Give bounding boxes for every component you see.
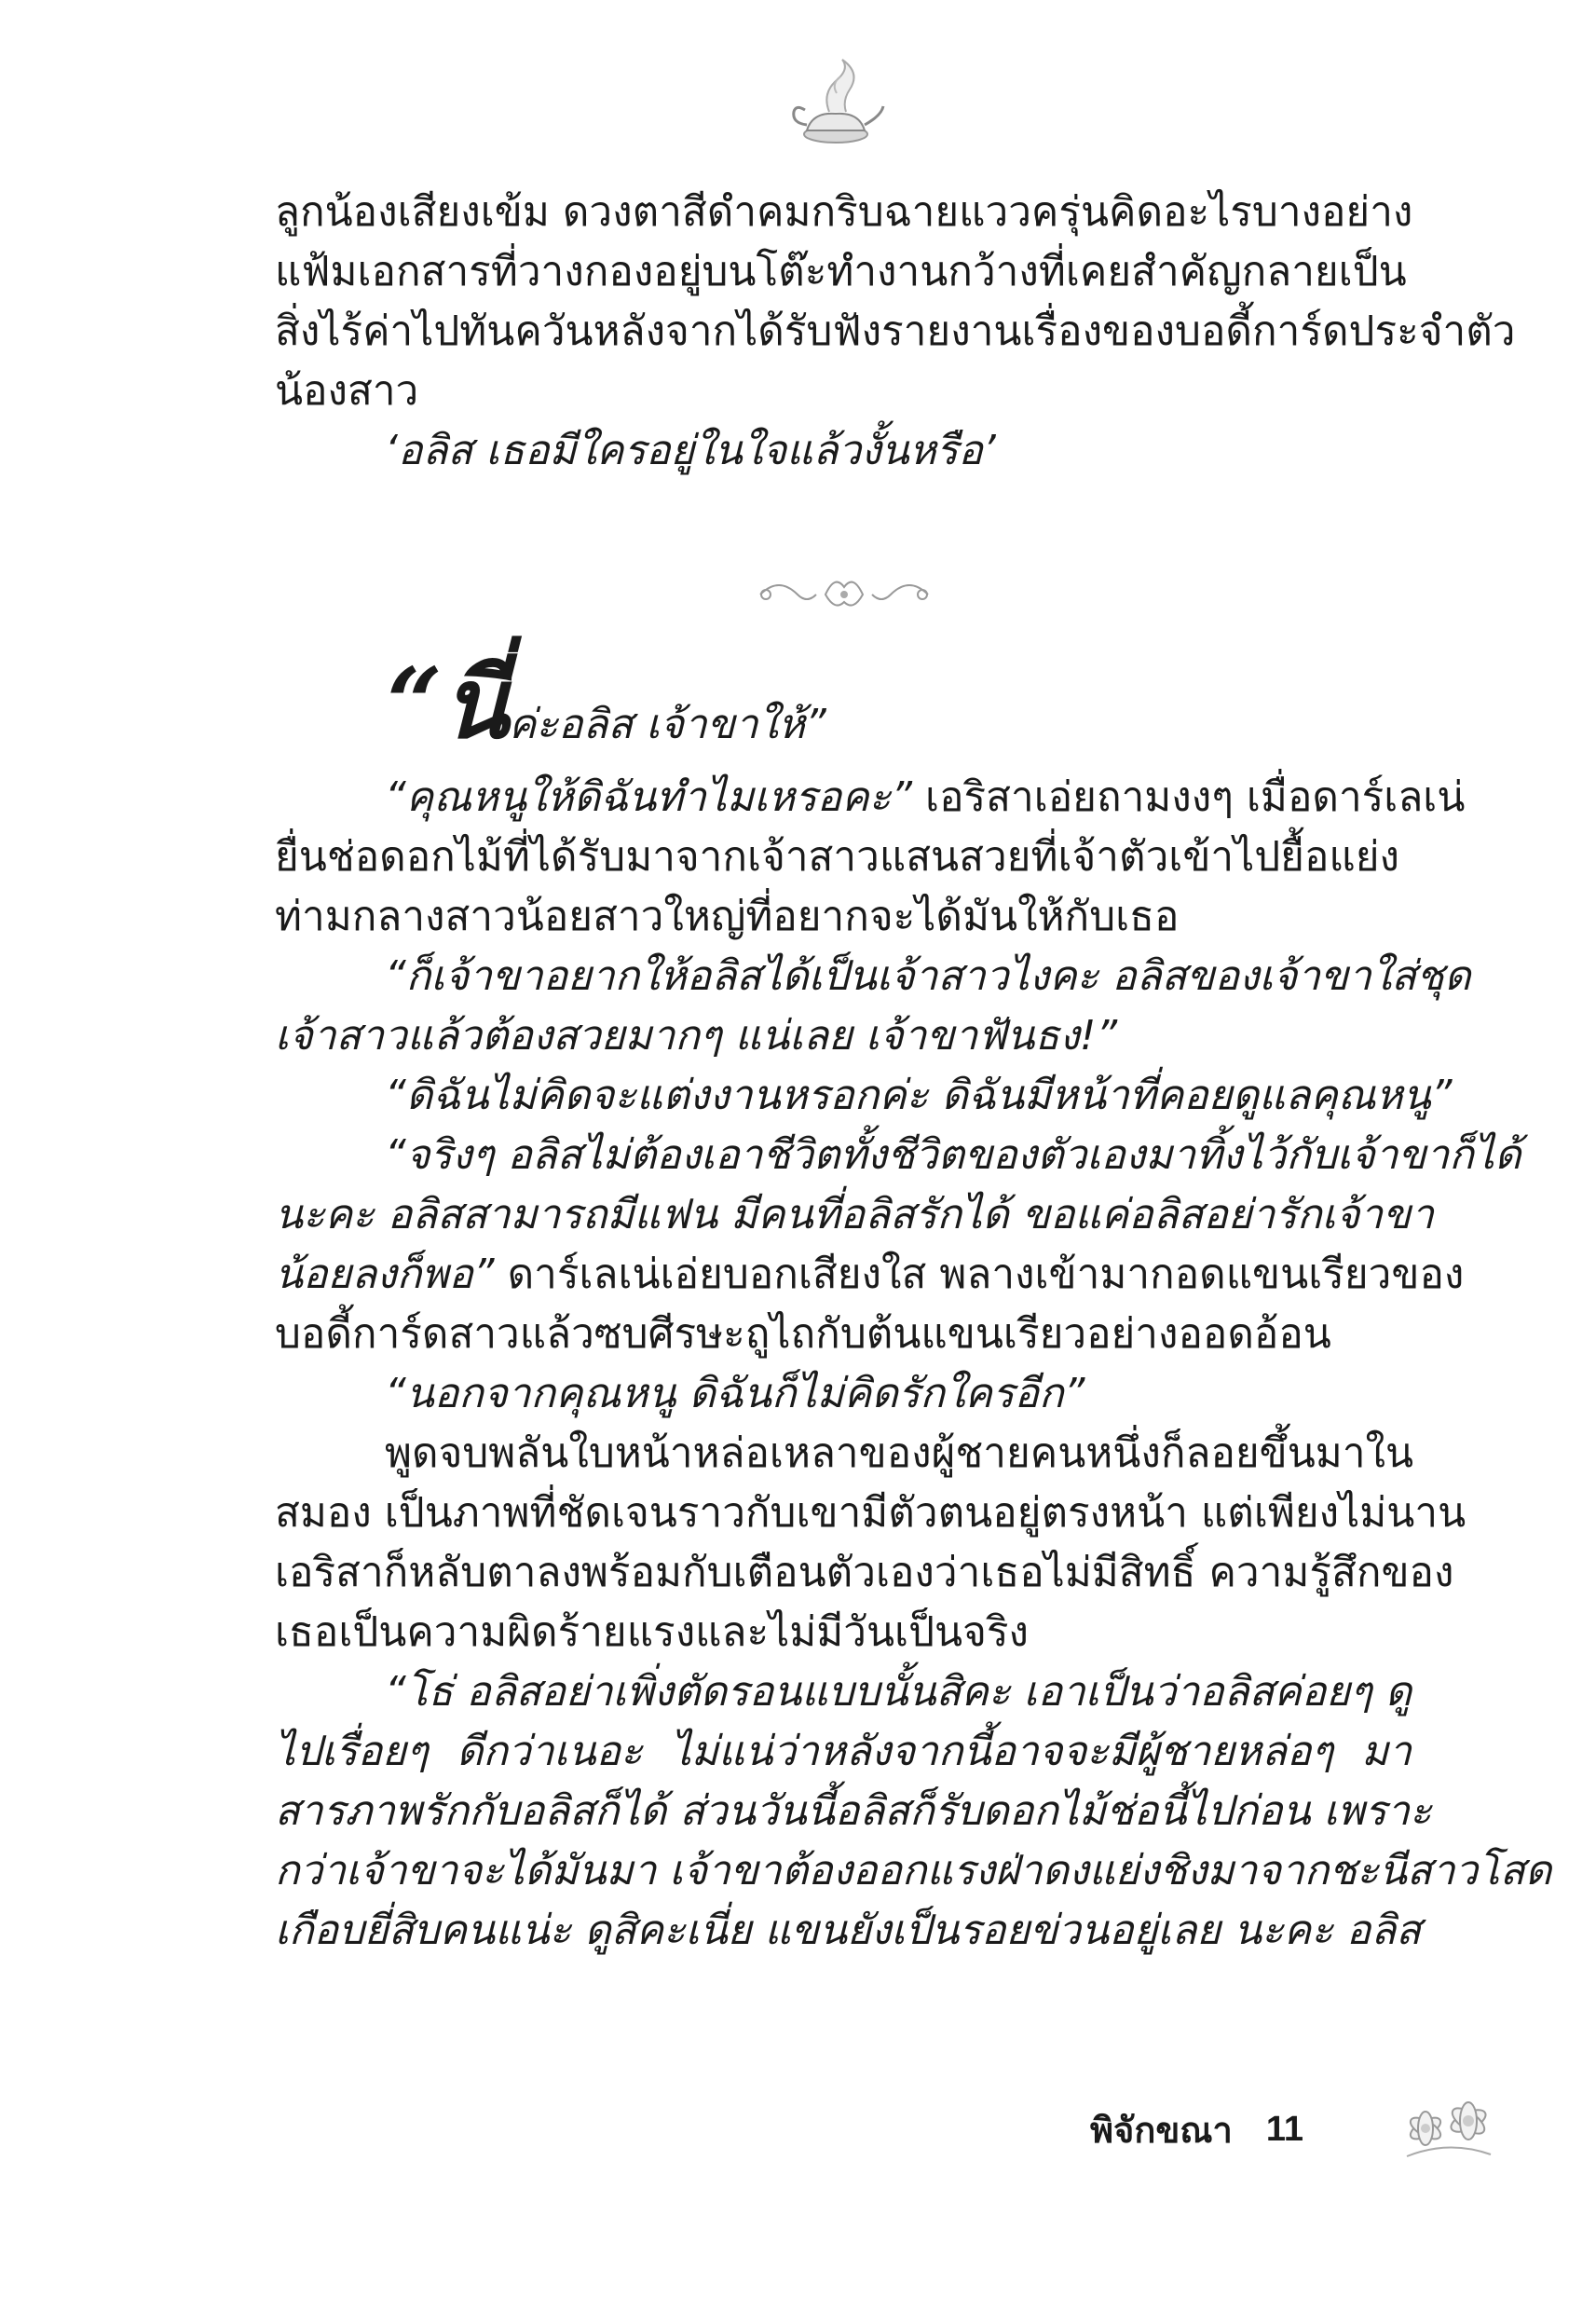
page-number: 11 [1265, 2109, 1304, 2149]
chapter-opening-line [387, 646, 826, 760]
dialogue-line: “โธ่ อลิสอย่าเพิ่งตัดรอนแบบนั้นสิคะ เอาเป็นว่าอลิสค่อยๆ ดู [385, 1668, 1412, 1716]
book-title: พิจักขณา [1090, 2111, 1233, 2151]
dialogue-line: เกือบยี่สิบคนแน่ะ ดูสิคะเนี่ย แขนยังเป็นรอยข่วนอยู่เลย นะคะ อลิส [275, 1907, 1422, 1954]
dialogue: น้อยลงก็พอ” [275, 1251, 495, 1298]
body-text [275, 768, 1552, 1961]
dialogue-line: เจ้าสาวแล้วต้องสวยมากๆ แน่เลย เจ้าขาฟันธง!” [275, 1012, 1118, 1060]
page-footer [1090, 2101, 1303, 2157]
dialogue-line: “จริงๆ อลิสไม่ต้องเอาชีวิตทั้งชีวิตของตัวเองมาทิ้งไว้กับเจ้าขาก็ได้ [385, 1131, 1521, 1179]
magic-lamp-icon [784, 56, 887, 158]
text-line: น้องสาว [275, 367, 419, 415]
inner-thought-quote: ‘อลิส เธอมีใครอยู่ในใจแล้วงั้นหรือ’ [385, 427, 996, 474]
text-line: ลูกน้องเสียงเข้ม ดวงตาสีดำคมกริบฉายแววครุ่นคิดอะไรบางอย่าง [275, 188, 1413, 236]
text-line: เอริสาก็หลับตาลงพร้อมกับเตือนตัวเองว่าเธอไม่มีสิทธิ์ ความรู้สึกของ [275, 1549, 1454, 1596]
dialogue-line: สารภาพรักกับอลิสก็ได้ ส่วนวันนี้อลิสก็รับดอกไม้ช่อนี้ไปก่อน เพราะ [275, 1787, 1432, 1835]
dialogue-line: “ก็เจ้าขาอยากให้อลิสได้เป็นเจ้าสาวไงคะ อลิสของเจ้าขาใส่ชุด [385, 952, 1471, 1000]
scene-break-ornament-icon [751, 567, 937, 622]
dialogue-line: นะคะ อลิสสามารถมีแฟน มีคนที่อลิสรักได้ ขอแค่อลิสอย่ารักเจ้าขา [275, 1191, 1434, 1238]
narration: เอริสาเอ่ยถามงงๆ เมื่อดาร์เลเน่ [912, 773, 1466, 821]
top-paragraph [275, 183, 1516, 481]
dialogue-line: ไปเรื่อยๆ ดีกว่าเนอะ ไม่แน่ว่าหลังจากนี้อาจจะมีผู้ชายหล่อๆ มา [275, 1728, 1412, 1775]
text-line [275, 768, 1466, 827]
drop-cap: “นี่ [387, 646, 509, 760]
narration: ดาร์เลเน่เอ่ยบอกเสียงใส พลางเข้ามากอดแขนเรียวของ [494, 1251, 1465, 1298]
text-line: บอดี้การ์ดสาวแล้วซบศีรษะถูไถกับต้นแขนเรียวอย่างออดอ้อน [275, 1310, 1331, 1358]
flower-ornament-icon [1398, 2084, 1500, 2167]
text-line: ท่ามกลางสาวน้อยสาวใหญ่ที่อยากจะได้มันให้กับเธอ [275, 893, 1180, 940]
text-line: พูดจบพลันใบหน้าหล่อเหลาของผู้ชายคนหนึ่งก็ลอยขึ้นมาใน [385, 1429, 1414, 1477]
text-line: เธอเป็นความผิดร้ายแรงและไม่มีวันเป็นจริง [275, 1608, 1029, 1656]
dialogue-line: กว่าเจ้าขาจะได้มันมา เจ้าขาต้องออกแรงฝ่าดงแย่งชิงมาจากชะนีสาวโสด [275, 1847, 1552, 1894]
dialogue: “คุณหนูให้ดิฉันทำไมเหรอคะ” [385, 773, 913, 821]
dialogue-line: “นอกจากคุณหนู ดิฉันก็ไม่คิดรักใครอีก” [385, 1370, 1085, 1417]
dialogue-line: “ดิฉันไม่คิดจะแต่งงานหรอกค่ะ ดิฉันมีหน้าที่คอยดูแลคุณหนู” [385, 1072, 1453, 1119]
text-line [275, 1245, 1465, 1305]
text-line: ยื่นช่อดอกไม้ที่ได้รับมาจากเจ้าสาวแสนสวยที่เจ้าตัวเข้าไปยื้อแย่ง [275, 833, 1399, 881]
text-line: แฟ้มเอกสารที่วางกองอยู่บนโต๊ะทำงานกว้างที่เคยสำคัญกลายเป็น [275, 248, 1407, 295]
text-line: สิ่งไร้ค่าไปทันควันหลังจากได้รับฟังรายงานเรื่องของบอดี้การ์ดประจำตัว [275, 308, 1516, 355]
text-line: สมอง เป็นภาพที่ชัดเจนราวกับเขามีตัวตนอยู่ตรงหน้า แต่เพียงไม่นาน [275, 1489, 1466, 1537]
opening-line-text: ค่ะอลิส เจ้าขาให้” [508, 701, 826, 748]
